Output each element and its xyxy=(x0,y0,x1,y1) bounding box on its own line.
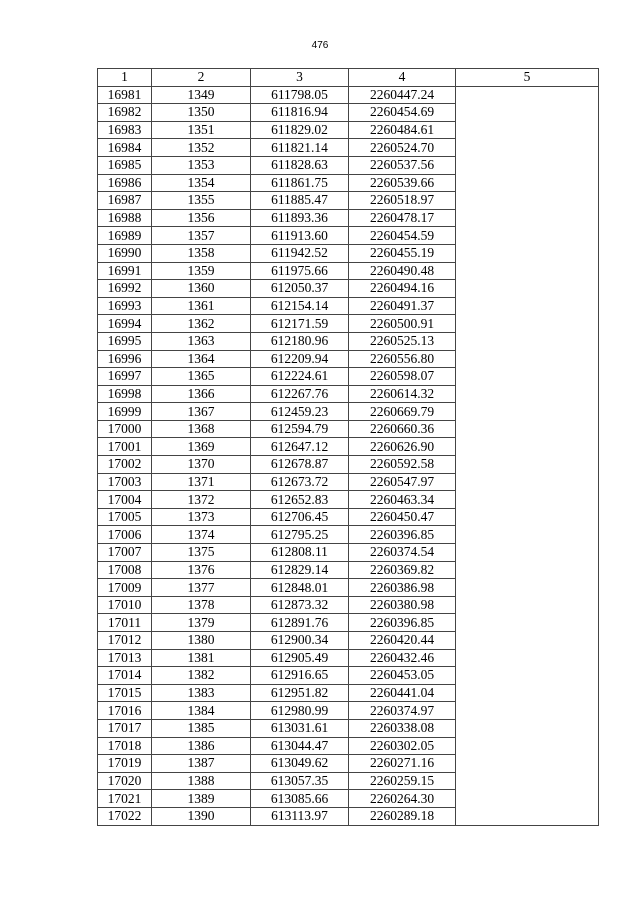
x-coordinate-cell: 612795.25 xyxy=(251,526,349,544)
table-header-row xyxy=(98,69,599,87)
point-number-cell: 16985 xyxy=(98,156,152,174)
y-coordinate-cell: 2260598.07 xyxy=(349,368,456,386)
x-coordinate-cell: 612873.32 xyxy=(251,596,349,614)
x-coordinate-cell: 612224.61 xyxy=(251,368,349,386)
sequence-number-cell: 1363 xyxy=(152,332,251,350)
point-number-cell: 17001 xyxy=(98,438,152,456)
y-coordinate-cell: 2260447.24 xyxy=(349,86,456,104)
y-coordinate-cell: 2260660.36 xyxy=(349,420,456,438)
y-coordinate-cell: 2260463.34 xyxy=(349,491,456,509)
sequence-number-cell: 1379 xyxy=(152,614,251,632)
sequence-number-cell: 1375 xyxy=(152,544,251,562)
x-coordinate-cell: 611829.02 xyxy=(251,121,349,139)
sequence-number-cell: 1383 xyxy=(152,684,251,702)
y-coordinate-cell: 2260556.80 xyxy=(349,350,456,368)
x-coordinate-cell: 612905.49 xyxy=(251,649,349,667)
point-number-cell: 16982 xyxy=(98,104,152,122)
point-number-cell: 17011 xyxy=(98,614,152,632)
y-coordinate-cell: 2260386.98 xyxy=(349,579,456,597)
point-number-cell: 16986 xyxy=(98,174,152,192)
sequence-number-cell: 1380 xyxy=(152,632,251,650)
column-header-3: 3 xyxy=(251,69,349,87)
y-coordinate-cell: 2260259.15 xyxy=(349,772,456,790)
x-coordinate-cell: 611885.47 xyxy=(251,192,349,210)
x-coordinate-cell: 612951.82 xyxy=(251,684,349,702)
page-number: 476 xyxy=(311,40,329,51)
point-number-cell: 17012 xyxy=(98,632,152,650)
point-number-cell: 16990 xyxy=(98,244,152,262)
y-coordinate-cell: 2260454.59 xyxy=(349,227,456,245)
sequence-number-cell: 1390 xyxy=(152,807,251,825)
point-number-cell: 17019 xyxy=(98,755,152,773)
sequence-number-cell: 1384 xyxy=(152,702,251,720)
sequence-number-cell: 1372 xyxy=(152,491,251,509)
y-coordinate-cell: 2260518.97 xyxy=(349,192,456,210)
x-coordinate-cell: 612916.65 xyxy=(251,667,349,685)
y-coordinate-cell: 2260525.13 xyxy=(349,332,456,350)
x-coordinate-cell: 612706.45 xyxy=(251,508,349,526)
point-number-cell: 16983 xyxy=(98,121,152,139)
point-number-cell: 16992 xyxy=(98,280,152,298)
point-number-cell: 17013 xyxy=(98,649,152,667)
y-coordinate-cell: 2260539.66 xyxy=(349,174,456,192)
x-coordinate-cell: 612647.12 xyxy=(251,438,349,456)
sequence-number-cell: 1374 xyxy=(152,526,251,544)
y-coordinate-cell: 2260271.16 xyxy=(349,755,456,773)
y-coordinate-cell: 2260669.79 xyxy=(349,403,456,421)
point-number-cell: 16995 xyxy=(98,332,152,350)
sequence-number-cell: 1382 xyxy=(152,667,251,685)
sequence-number-cell: 1357 xyxy=(152,227,251,245)
point-number-cell: 16988 xyxy=(98,209,152,227)
sequence-number-cell: 1353 xyxy=(152,156,251,174)
x-coordinate-cell: 613049.62 xyxy=(251,755,349,773)
point-number-cell: 16991 xyxy=(98,262,152,280)
y-coordinate-cell: 2260264.30 xyxy=(349,790,456,808)
x-coordinate-cell: 611821.14 xyxy=(251,139,349,157)
point-number-cell: 17003 xyxy=(98,473,152,491)
coordinates-table xyxy=(97,68,599,826)
sequence-number-cell: 1354 xyxy=(152,174,251,192)
point-number-cell: 17005 xyxy=(98,508,152,526)
sequence-number-cell: 1352 xyxy=(152,139,251,157)
sequence-number-cell: 1360 xyxy=(152,280,251,298)
x-coordinate-cell: 611913.60 xyxy=(251,227,349,245)
column-header-1: 1 xyxy=(98,69,152,87)
y-coordinate-cell: 2260420.44 xyxy=(349,632,456,650)
y-coordinate-cell: 2260453.05 xyxy=(349,667,456,685)
point-number-cell: 17010 xyxy=(98,596,152,614)
point-number-cell: 16998 xyxy=(98,385,152,403)
sequence-number-cell: 1366 xyxy=(152,385,251,403)
point-number-cell: 16987 xyxy=(98,192,152,210)
y-coordinate-cell: 2260380.98 xyxy=(349,596,456,614)
y-coordinate-cell: 2260491.37 xyxy=(349,297,456,315)
y-coordinate-cell: 2260289.18 xyxy=(349,807,456,825)
point-number-cell: 17007 xyxy=(98,544,152,562)
x-coordinate-cell: 611893.36 xyxy=(251,209,349,227)
x-coordinate-cell: 612673.72 xyxy=(251,473,349,491)
y-coordinate-cell: 2260374.54 xyxy=(349,544,456,562)
point-number-cell: 16984 xyxy=(98,139,152,157)
sequence-number-cell: 1381 xyxy=(152,649,251,667)
x-coordinate-cell: 612652.83 xyxy=(251,491,349,509)
x-coordinate-cell: 611861.75 xyxy=(251,174,349,192)
x-coordinate-cell: 612171.59 xyxy=(251,315,349,333)
sequence-number-cell: 1351 xyxy=(152,121,251,139)
x-coordinate-cell: 612267.76 xyxy=(251,385,349,403)
sequence-number-cell: 1356 xyxy=(152,209,251,227)
sequence-number-cell: 1350 xyxy=(152,104,251,122)
point-number-cell: 16994 xyxy=(98,315,152,333)
y-coordinate-cell: 2260547.97 xyxy=(349,473,456,491)
sequence-number-cell: 1367 xyxy=(152,403,251,421)
sequence-number-cell: 1371 xyxy=(152,473,251,491)
point-number-cell: 16993 xyxy=(98,297,152,315)
x-coordinate-cell: 611828.63 xyxy=(251,156,349,174)
sequence-number-cell: 1389 xyxy=(152,790,251,808)
point-number-cell: 17016 xyxy=(98,702,152,720)
y-coordinate-cell: 2260592.58 xyxy=(349,456,456,474)
point-number-cell: 16981 xyxy=(98,86,152,104)
point-number-cell: 16999 xyxy=(98,403,152,421)
point-number-cell: 17000 xyxy=(98,420,152,438)
y-coordinate-cell: 2260494.16 xyxy=(349,280,456,298)
sequence-number-cell: 1362 xyxy=(152,315,251,333)
sequence-number-cell: 1370 xyxy=(152,456,251,474)
sequence-number-cell: 1355 xyxy=(152,192,251,210)
sequence-number-cell: 1377 xyxy=(152,579,251,597)
point-number-cell: 17009 xyxy=(98,579,152,597)
y-coordinate-cell: 2260432.46 xyxy=(349,649,456,667)
sequence-number-cell: 1361 xyxy=(152,297,251,315)
sequence-number-cell: 1388 xyxy=(152,772,251,790)
point-number-cell: 17008 xyxy=(98,561,152,579)
x-coordinate-cell: 612154.14 xyxy=(251,297,349,315)
column-header-5: 5 xyxy=(456,69,599,87)
sequence-number-cell: 1387 xyxy=(152,755,251,773)
y-coordinate-cell: 2260626.90 xyxy=(349,438,456,456)
x-coordinate-cell: 612900.34 xyxy=(251,632,349,650)
x-coordinate-cell: 613085.66 xyxy=(251,790,349,808)
x-coordinate-cell: 612848.01 xyxy=(251,579,349,597)
y-coordinate-cell: 2260396.85 xyxy=(349,614,456,632)
point-number-cell: 17021 xyxy=(98,790,152,808)
sequence-number-cell: 1373 xyxy=(152,508,251,526)
y-coordinate-cell: 2260450.47 xyxy=(349,508,456,526)
sequence-number-cell: 1369 xyxy=(152,438,251,456)
sequence-number-cell: 1378 xyxy=(152,596,251,614)
x-coordinate-cell: 611816.94 xyxy=(251,104,349,122)
point-number-cell: 17017 xyxy=(98,719,152,737)
y-coordinate-cell: 2260302.05 xyxy=(349,737,456,755)
sequence-number-cell: 1368 xyxy=(152,420,251,438)
y-coordinate-cell: 2260455.19 xyxy=(349,244,456,262)
y-coordinate-cell: 2260454.69 xyxy=(349,104,456,122)
point-number-cell: 16989 xyxy=(98,227,152,245)
x-coordinate-cell: 611942.52 xyxy=(251,244,349,262)
x-coordinate-cell: 612980.99 xyxy=(251,702,349,720)
x-coordinate-cell: 611798.05 xyxy=(251,86,349,104)
y-coordinate-cell: 2260524.70 xyxy=(349,139,456,157)
x-coordinate-cell: 611975.66 xyxy=(251,262,349,280)
sequence-number-cell: 1358 xyxy=(152,244,251,262)
x-coordinate-cell: 613057.35 xyxy=(251,772,349,790)
column-header-4: 4 xyxy=(349,69,456,87)
point-number-cell: 17002 xyxy=(98,456,152,474)
y-coordinate-cell: 2260537.56 xyxy=(349,156,456,174)
y-coordinate-cell: 2260500.91 xyxy=(349,315,456,333)
x-coordinate-cell: 613031.61 xyxy=(251,719,349,737)
y-coordinate-cell: 2260369.82 xyxy=(349,561,456,579)
x-coordinate-cell: 612050.37 xyxy=(251,280,349,298)
empty-column-5-cell xyxy=(456,86,599,825)
x-coordinate-cell: 613044.47 xyxy=(251,737,349,755)
y-coordinate-cell: 2260396.85 xyxy=(349,526,456,544)
y-coordinate-cell: 2260441.04 xyxy=(349,684,456,702)
y-coordinate-cell: 2260614.32 xyxy=(349,385,456,403)
sequence-number-cell: 1364 xyxy=(152,350,251,368)
x-coordinate-cell: 613113.97 xyxy=(251,807,349,825)
point-number-cell: 17004 xyxy=(98,491,152,509)
point-number-cell: 17022 xyxy=(98,807,152,825)
sequence-number-cell: 1349 xyxy=(152,86,251,104)
x-coordinate-cell: 612594.79 xyxy=(251,420,349,438)
point-number-cell: 16997 xyxy=(98,368,152,386)
sequence-number-cell: 1376 xyxy=(152,561,251,579)
y-coordinate-cell: 2260338.08 xyxy=(349,719,456,737)
sequence-number-cell: 1385 xyxy=(152,719,251,737)
point-number-cell: 17015 xyxy=(98,684,152,702)
y-coordinate-cell: 2260374.97 xyxy=(349,702,456,720)
point-number-cell: 17014 xyxy=(98,667,152,685)
point-number-cell: 17018 xyxy=(98,737,152,755)
x-coordinate-cell: 612808.11 xyxy=(251,544,349,562)
x-coordinate-cell: 612678.87 xyxy=(251,456,349,474)
point-number-cell: 17020 xyxy=(98,772,152,790)
x-coordinate-cell: 612829.14 xyxy=(251,561,349,579)
y-coordinate-cell: 2260484.61 xyxy=(349,121,456,139)
x-coordinate-cell: 612891.76 xyxy=(251,614,349,632)
point-number-cell: 16996 xyxy=(98,350,152,368)
sequence-number-cell: 1365 xyxy=(152,368,251,386)
x-coordinate-cell: 612459.23 xyxy=(251,403,349,421)
column-header-2: 2 xyxy=(152,69,251,87)
x-coordinate-cell: 612209.94 xyxy=(251,350,349,368)
table-row xyxy=(98,86,599,104)
sequence-number-cell: 1359 xyxy=(152,262,251,280)
x-coordinate-cell: 612180.96 xyxy=(251,332,349,350)
y-coordinate-cell: 2260490.48 xyxy=(349,262,456,280)
table-body xyxy=(98,86,599,825)
sequence-number-cell: 1386 xyxy=(152,737,251,755)
y-coordinate-cell: 2260478.17 xyxy=(349,209,456,227)
point-number-cell: 17006 xyxy=(98,526,152,544)
